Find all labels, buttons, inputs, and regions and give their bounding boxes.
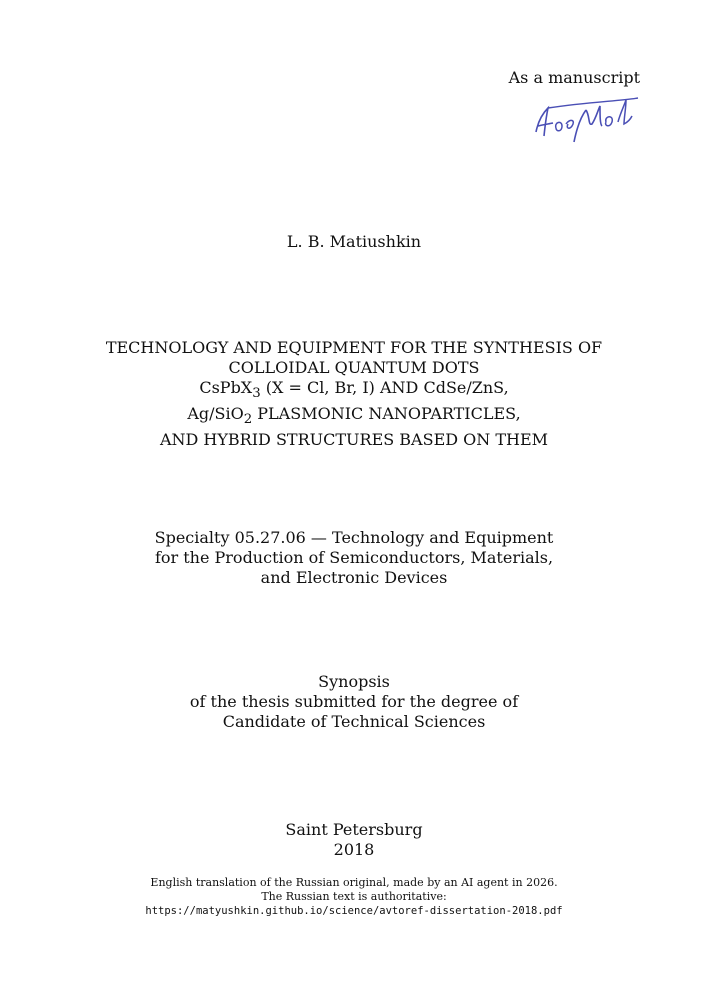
synopsis-line-3: Candidate of Technical Sciences bbox=[222, 712, 486, 731]
specialty bbox=[0, 528, 708, 588]
specialty-line-2: for the Production of Semiconductors, Materials, bbox=[154, 548, 554, 567]
specialty-line-3: and Electronic Devices bbox=[260, 568, 448, 587]
synopsis-line-1: Synopsis bbox=[318, 672, 390, 691]
city: Saint Petersburg bbox=[285, 820, 423, 839]
title-line-3: CsPbX$_3$ (X = Cl, Br, I) AND CdSe/ZnS, bbox=[199, 378, 509, 402]
handwritten-signature bbox=[528, 92, 644, 144]
place-and-year bbox=[0, 820, 708, 860]
title-line-1: TECHNOLOGY AND EQUIPMENT FOR THE SYNTHESIS OF bbox=[105, 338, 603, 357]
title-line-5: AND HYBRID STRUCTURES BASED ON THEM bbox=[159, 430, 549, 450]
note-line-1: English translation of the Russian original, made by an AI agent in 2026. bbox=[150, 876, 558, 889]
thesis-title bbox=[0, 338, 708, 450]
title-line-2: COLLOIDAL QUANTUM DOTS bbox=[228, 358, 480, 377]
translation-note bbox=[0, 876, 708, 918]
manuscript-label: As a manuscript bbox=[508, 68, 640, 87]
synopsis bbox=[0, 672, 708, 732]
author-name: L. B. Matiushkin bbox=[286, 232, 422, 251]
source-url: https://matyushkin.github.io/science/avtoref-dissertation-2018.pdf bbox=[145, 905, 563, 917]
synopsis-line-2: of the thesis submitted for the degree of bbox=[189, 692, 519, 711]
specialty-line-1: Specialty 05.27.06 — Technology and Equipment bbox=[154, 528, 554, 547]
title-line-4: Ag/SiO$_2$ PLASMONIC NANOPARTICLES, bbox=[187, 404, 521, 428]
note-line-2: The Russian text is authoritative: bbox=[261, 890, 447, 903]
year: 2018 bbox=[333, 840, 375, 859]
